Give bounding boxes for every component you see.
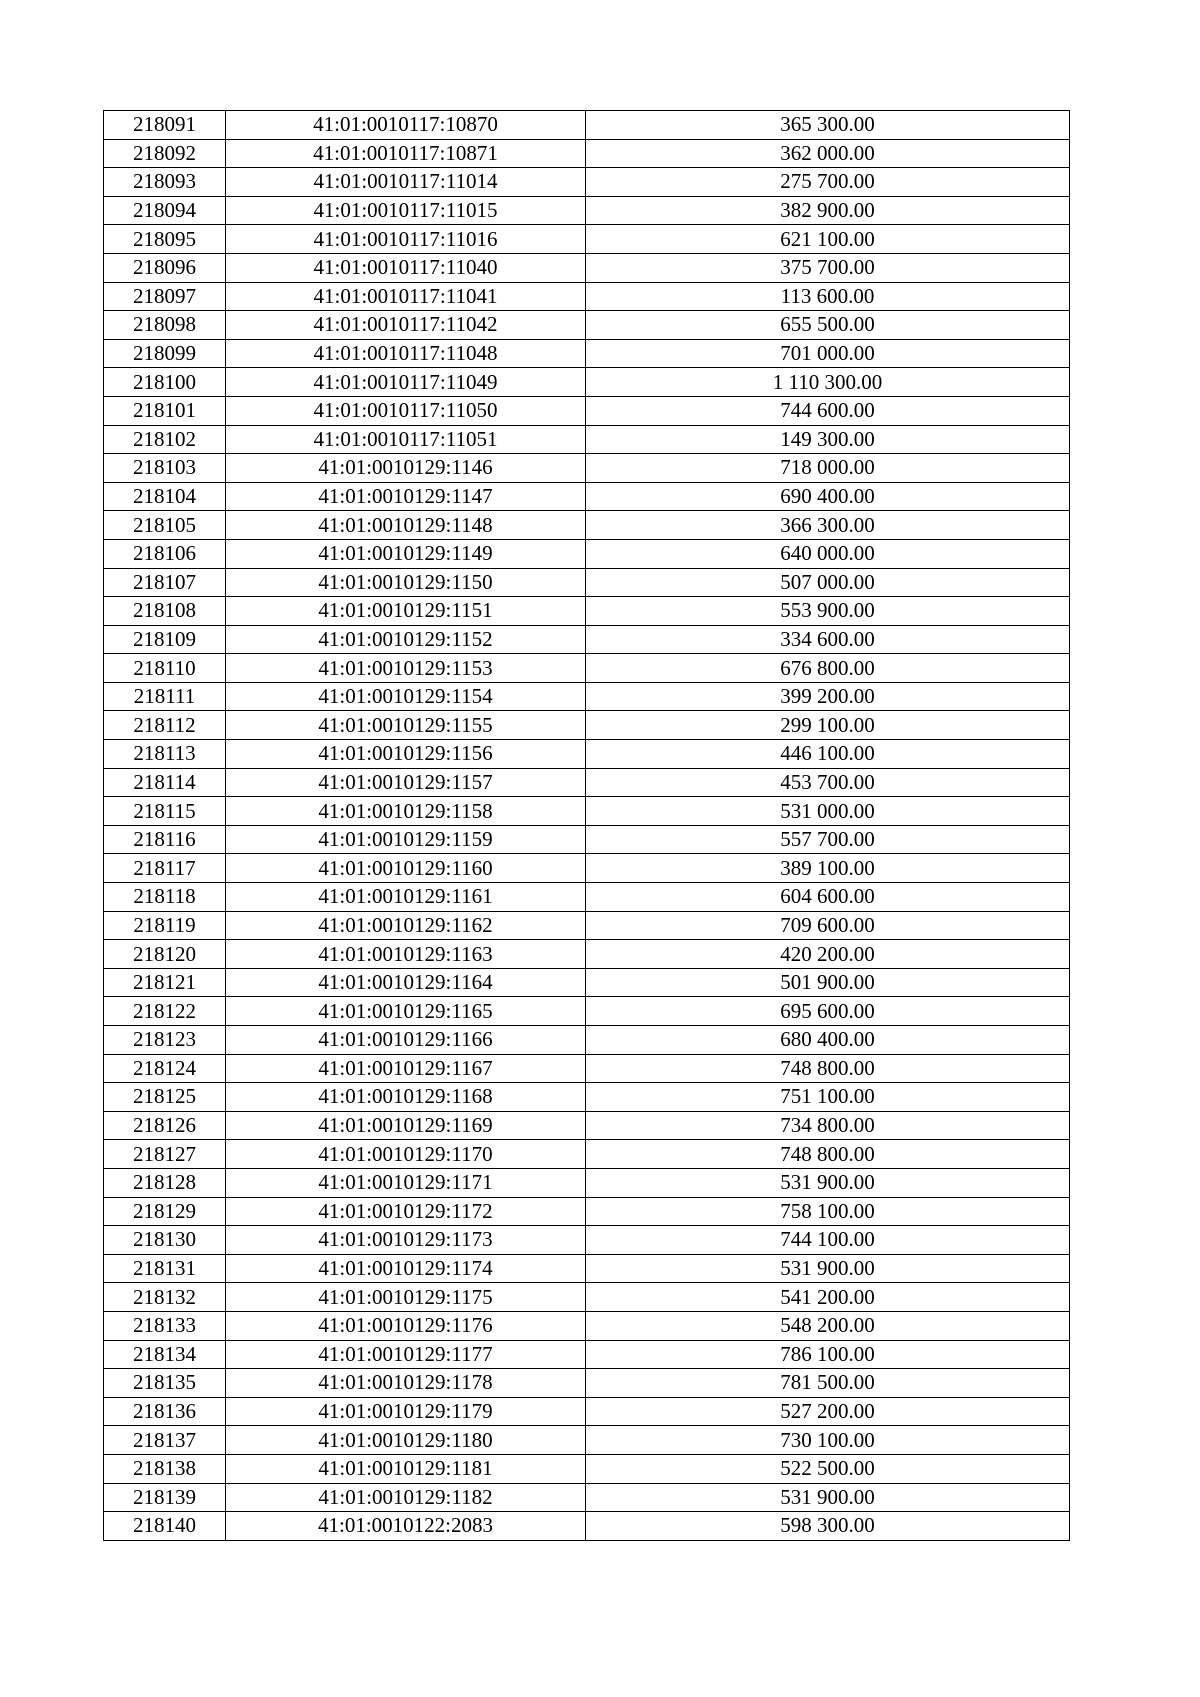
row-number-cell: 218125 <box>104 1083 226 1112</box>
cadastral-number-cell: 41:01:0010129:1153 <box>226 654 586 683</box>
cadastral-value-cell: 1 110 300.00 <box>586 368 1070 397</box>
cadastral-number-cell: 41:01:0010129:1171 <box>226 1168 586 1197</box>
row-number-cell: 218100 <box>104 368 226 397</box>
cadastral-number-cell: 41:01:0010129:1146 <box>226 454 586 483</box>
cadastral-number-cell: 41:01:0010129:1156 <box>226 740 586 769</box>
cadastral-number-cell: 41:01:0010129:1167 <box>226 1054 586 1083</box>
row-number-cell: 218130 <box>104 1226 226 1255</box>
table-row <box>104 1168 1070 1197</box>
cadastral-value-cell: 375 700.00 <box>586 253 1070 282</box>
table-row <box>104 225 1070 254</box>
cadastral-number-cell: 41:01:0010129:1163 <box>226 940 586 969</box>
cadastral-value-cell: 655 500.00 <box>586 311 1070 340</box>
cadastral-value-cell: 676 800.00 <box>586 654 1070 683</box>
cadastral-number-cell: 41:01:0010129:1173 <box>226 1226 586 1255</box>
table-row <box>104 883 1070 912</box>
row-number-cell: 218135 <box>104 1369 226 1398</box>
cadastral-value-cell: 758 100.00 <box>586 1197 1070 1226</box>
cadastral-number-cell: 41:01:0010129:1170 <box>226 1140 586 1169</box>
cadastral-number-cell: 41:01:0010129:1166 <box>226 1026 586 1055</box>
table-row <box>104 539 1070 568</box>
cadastral-number-cell: 41:01:0010129:1162 <box>226 911 586 940</box>
table-row <box>104 368 1070 397</box>
table-row <box>104 968 1070 997</box>
table-row <box>104 311 1070 340</box>
table-row <box>104 654 1070 683</box>
cadastral-number-cell: 41:01:0010117:11014 <box>226 168 586 197</box>
row-number-cell: 218111 <box>104 682 226 711</box>
row-number-cell: 218108 <box>104 597 226 626</box>
cadastral-value-cell: 507 000.00 <box>586 568 1070 597</box>
table-row <box>104 997 1070 1026</box>
table-row <box>104 111 1070 140</box>
cadastral-value-cell: 541 200.00 <box>586 1283 1070 1312</box>
cadastral-value-cell: 640 000.00 <box>586 539 1070 568</box>
table-row <box>104 482 1070 511</box>
cadastral-value-cell: 680 400.00 <box>586 1026 1070 1055</box>
cadastral-value-cell: 598 300.00 <box>586 1512 1070 1541</box>
cadastral-value-cell: 531 900.00 <box>586 1483 1070 1512</box>
cadastral-number-cell: 41:01:0010117:11041 <box>226 282 586 311</box>
table-row <box>104 511 1070 540</box>
cadastral-number-cell: 41:01:0010129:1180 <box>226 1426 586 1455</box>
row-number-cell: 218102 <box>104 425 226 454</box>
row-number-cell: 218129 <box>104 1197 226 1226</box>
table-row <box>104 1197 1070 1226</box>
row-number-cell: 218113 <box>104 740 226 769</box>
cadastral-number-cell: 41:01:0010129:1158 <box>226 797 586 826</box>
cadastral-number-cell: 41:01:0010129:1159 <box>226 825 586 854</box>
row-number-cell: 218139 <box>104 1483 226 1512</box>
table-row <box>104 625 1070 654</box>
row-number-cell: 218122 <box>104 997 226 1026</box>
row-number-cell: 218117 <box>104 854 226 883</box>
table-row <box>104 911 1070 940</box>
cadastral-number-cell: 41:01:0010117:10871 <box>226 139 586 168</box>
cadastral-value-cell: 531 900.00 <box>586 1168 1070 1197</box>
cadastral-number-cell: 41:01:0010129:1152 <box>226 625 586 654</box>
cadastral-value-cell: 781 500.00 <box>586 1369 1070 1398</box>
row-number-cell: 218093 <box>104 168 226 197</box>
cadastral-number-cell: 41:01:0010129:1165 <box>226 997 586 1026</box>
cadastral-number-cell: 41:01:0010129:1164 <box>226 968 586 997</box>
cadastral-value-cell: 366 300.00 <box>586 511 1070 540</box>
table-row <box>104 139 1070 168</box>
row-number-cell: 218137 <box>104 1426 226 1455</box>
table-row <box>104 1454 1070 1483</box>
cadastral-number-cell: 41:01:0010129:1154 <box>226 682 586 711</box>
cadastral-number-cell: 41:01:0010129:1174 <box>226 1254 586 1283</box>
cadastral-value-cell: 744 100.00 <box>586 1226 1070 1255</box>
cadastral-number-cell: 41:01:0010117:11016 <box>226 225 586 254</box>
table-row <box>104 1283 1070 1312</box>
row-number-cell: 218094 <box>104 196 226 225</box>
cadastral-value-cell: 531 000.00 <box>586 797 1070 826</box>
cadastral-value-cell: 399 200.00 <box>586 682 1070 711</box>
cadastral-value-cell: 548 200.00 <box>586 1311 1070 1340</box>
cadastral-value-cell: 334 600.00 <box>586 625 1070 654</box>
cadastral-number-cell: 41:01:0010129:1160 <box>226 854 586 883</box>
cadastral-value-cell: 751 100.00 <box>586 1083 1070 1112</box>
table-row <box>104 1254 1070 1283</box>
cadastral-number-cell: 41:01:0010129:1155 <box>226 711 586 740</box>
row-number-cell: 218134 <box>104 1340 226 1369</box>
cadastral-number-cell: 41:01:0010129:1161 <box>226 883 586 912</box>
row-number-cell: 218114 <box>104 768 226 797</box>
cadastral-value-cell: 709 600.00 <box>586 911 1070 940</box>
cadastral-number-cell: 41:01:0010129:1178 <box>226 1369 586 1398</box>
cadastral-value-cell: 527 200.00 <box>586 1397 1070 1426</box>
table-row <box>104 1083 1070 1112</box>
row-number-cell: 218121 <box>104 968 226 997</box>
row-number-cell: 218110 <box>104 654 226 683</box>
cadastral-number-cell: 41:01:0010117:11040 <box>226 253 586 282</box>
cadastral-value-cell: 553 900.00 <box>586 597 1070 626</box>
cadastral-number-cell: 41:01:0010129:1148 <box>226 511 586 540</box>
cadastral-value-cell: 734 800.00 <box>586 1111 1070 1140</box>
row-number-cell: 218091 <box>104 111 226 140</box>
row-number-cell: 218126 <box>104 1111 226 1140</box>
cadastral-value-cell: 389 100.00 <box>586 854 1070 883</box>
cadastral-number-cell: 41:01:0010117:10870 <box>226 111 586 140</box>
cadastral-number-cell: 41:01:0010129:1172 <box>226 1197 586 1226</box>
cadastral-value-cell: 501 900.00 <box>586 968 1070 997</box>
table-row <box>104 425 1070 454</box>
cadastral-value-cell: 275 700.00 <box>586 168 1070 197</box>
table-row <box>104 1369 1070 1398</box>
row-number-cell: 218104 <box>104 482 226 511</box>
cadastral-number-cell: 41:01:0010122:2083 <box>226 1512 586 1541</box>
table-row <box>104 1512 1070 1541</box>
row-number-cell: 218106 <box>104 539 226 568</box>
cadastral-value-cell: 149 300.00 <box>586 425 1070 454</box>
cadastral-number-cell: 41:01:0010129:1149 <box>226 539 586 568</box>
row-number-cell: 218123 <box>104 1026 226 1055</box>
table-row <box>104 768 1070 797</box>
row-number-cell: 218128 <box>104 1168 226 1197</box>
cadastral-value-cell: 748 800.00 <box>586 1140 1070 1169</box>
cadastral-value-cell: 362 000.00 <box>586 139 1070 168</box>
row-number-cell: 218118 <box>104 883 226 912</box>
row-number-cell: 218133 <box>104 1311 226 1340</box>
cadastral-value-cell: 690 400.00 <box>586 482 1070 511</box>
table-row <box>104 797 1070 826</box>
row-number-cell: 218131 <box>104 1254 226 1283</box>
row-number-cell: 218109 <box>104 625 226 654</box>
row-number-cell: 218099 <box>104 339 226 368</box>
cadastral-value-cell: 382 900.00 <box>586 196 1070 225</box>
table-row <box>104 568 1070 597</box>
row-number-cell: 218092 <box>104 139 226 168</box>
row-number-cell: 218115 <box>104 797 226 826</box>
cadastral-number-cell: 41:01:0010129:1181 <box>226 1454 586 1483</box>
cadastral-number-cell: 41:01:0010129:1157 <box>226 768 586 797</box>
cadastral-value-cell: 621 100.00 <box>586 225 1070 254</box>
cadastral-number-cell: 41:01:0010129:1179 <box>226 1397 586 1426</box>
row-number-cell: 218136 <box>104 1397 226 1426</box>
cadastral-value-cell: 701 000.00 <box>586 339 1070 368</box>
table-row <box>104 1140 1070 1169</box>
cadastral-number-cell: 41:01:0010117:11015 <box>226 196 586 225</box>
table-row <box>104 1426 1070 1455</box>
cadastral-number-cell: 41:01:0010117:11049 <box>226 368 586 397</box>
table-row <box>104 1111 1070 1140</box>
table-row <box>104 396 1070 425</box>
table-row <box>104 682 1070 711</box>
row-number-cell: 218095 <box>104 225 226 254</box>
table-row <box>104 711 1070 740</box>
cadastral-value-cell: 113 600.00 <box>586 282 1070 311</box>
cadastral-value-cell: 420 200.00 <box>586 940 1070 969</box>
table-row <box>104 1226 1070 1255</box>
row-number-cell: 218116 <box>104 825 226 854</box>
cadastral-value-cell: 522 500.00 <box>586 1454 1070 1483</box>
row-number-cell: 218124 <box>104 1054 226 1083</box>
table-row <box>104 1026 1070 1055</box>
cadastral-value-cell: 695 600.00 <box>586 997 1070 1026</box>
table-row <box>104 940 1070 969</box>
cadastral-value-cell: 446 100.00 <box>586 740 1070 769</box>
table-body <box>104 111 1070 1541</box>
row-number-cell: 218112 <box>104 711 226 740</box>
cadastral-number-cell: 41:01:0010129:1147 <box>226 482 586 511</box>
cadastral-number-cell: 41:01:0010117:11048 <box>226 339 586 368</box>
cadastral-value-cell: 748 800.00 <box>586 1054 1070 1083</box>
row-number-cell: 218120 <box>104 940 226 969</box>
table-row <box>104 1054 1070 1083</box>
cadastral-number-cell: 41:01:0010129:1168 <box>226 1083 586 1112</box>
cadastral-value-cell: 730 100.00 <box>586 1426 1070 1455</box>
table-row <box>104 454 1070 483</box>
table-row <box>104 597 1070 626</box>
row-number-cell: 218107 <box>104 568 226 597</box>
cadastral-number-cell: 41:01:0010129:1176 <box>226 1311 586 1340</box>
table-row <box>104 1483 1070 1512</box>
table-row <box>104 825 1070 854</box>
cadastral-number-cell: 41:01:0010129:1175 <box>226 1283 586 1312</box>
cadastral-value-cell: 786 100.00 <box>586 1340 1070 1369</box>
cadastral-value-cell: 531 900.00 <box>586 1254 1070 1283</box>
cadastral-number-cell: 41:01:0010129:1151 <box>226 597 586 626</box>
cadastral-value-cell: 299 100.00 <box>586 711 1070 740</box>
row-number-cell: 218140 <box>104 1512 226 1541</box>
cadastral-number-cell: 41:01:0010129:1182 <box>226 1483 586 1512</box>
cadastral-value-cell: 365 300.00 <box>586 111 1070 140</box>
cadastral-value-cell: 718 000.00 <box>586 454 1070 483</box>
table-row <box>104 253 1070 282</box>
cadastral-value-cell: 744 600.00 <box>586 396 1070 425</box>
row-number-cell: 218138 <box>104 1454 226 1483</box>
cadastral-number-cell: 41:01:0010117:11042 <box>226 311 586 340</box>
table-row <box>104 1340 1070 1369</box>
row-number-cell: 218098 <box>104 311 226 340</box>
cadastral-number-cell: 41:01:0010129:1169 <box>226 1111 586 1140</box>
table-row <box>104 1397 1070 1426</box>
row-number-cell: 218103 <box>104 454 226 483</box>
cadastral-number-cell: 41:01:0010129:1177 <box>226 1340 586 1369</box>
table-row <box>104 282 1070 311</box>
cadastral-value-cell: 557 700.00 <box>586 825 1070 854</box>
row-number-cell: 218105 <box>104 511 226 540</box>
cadastral-value-cell: 453 700.00 <box>586 768 1070 797</box>
table-row <box>104 196 1070 225</box>
cadastral-value-table <box>103 110 1070 1541</box>
cadastral-number-cell: 41:01:0010117:11050 <box>226 396 586 425</box>
cadastral-value-cell: 604 600.00 <box>586 883 1070 912</box>
table-row <box>104 168 1070 197</box>
cadastral-number-cell: 41:01:0010129:1150 <box>226 568 586 597</box>
table-row <box>104 339 1070 368</box>
row-number-cell: 218127 <box>104 1140 226 1169</box>
row-number-cell: 218097 <box>104 282 226 311</box>
row-number-cell: 218096 <box>104 253 226 282</box>
row-number-cell: 218119 <box>104 911 226 940</box>
cadastral-number-cell: 41:01:0010117:11051 <box>226 425 586 454</box>
table-row <box>104 854 1070 883</box>
table-row <box>104 740 1070 769</box>
table-row <box>104 1311 1070 1340</box>
row-number-cell: 218132 <box>104 1283 226 1312</box>
row-number-cell: 218101 <box>104 396 226 425</box>
